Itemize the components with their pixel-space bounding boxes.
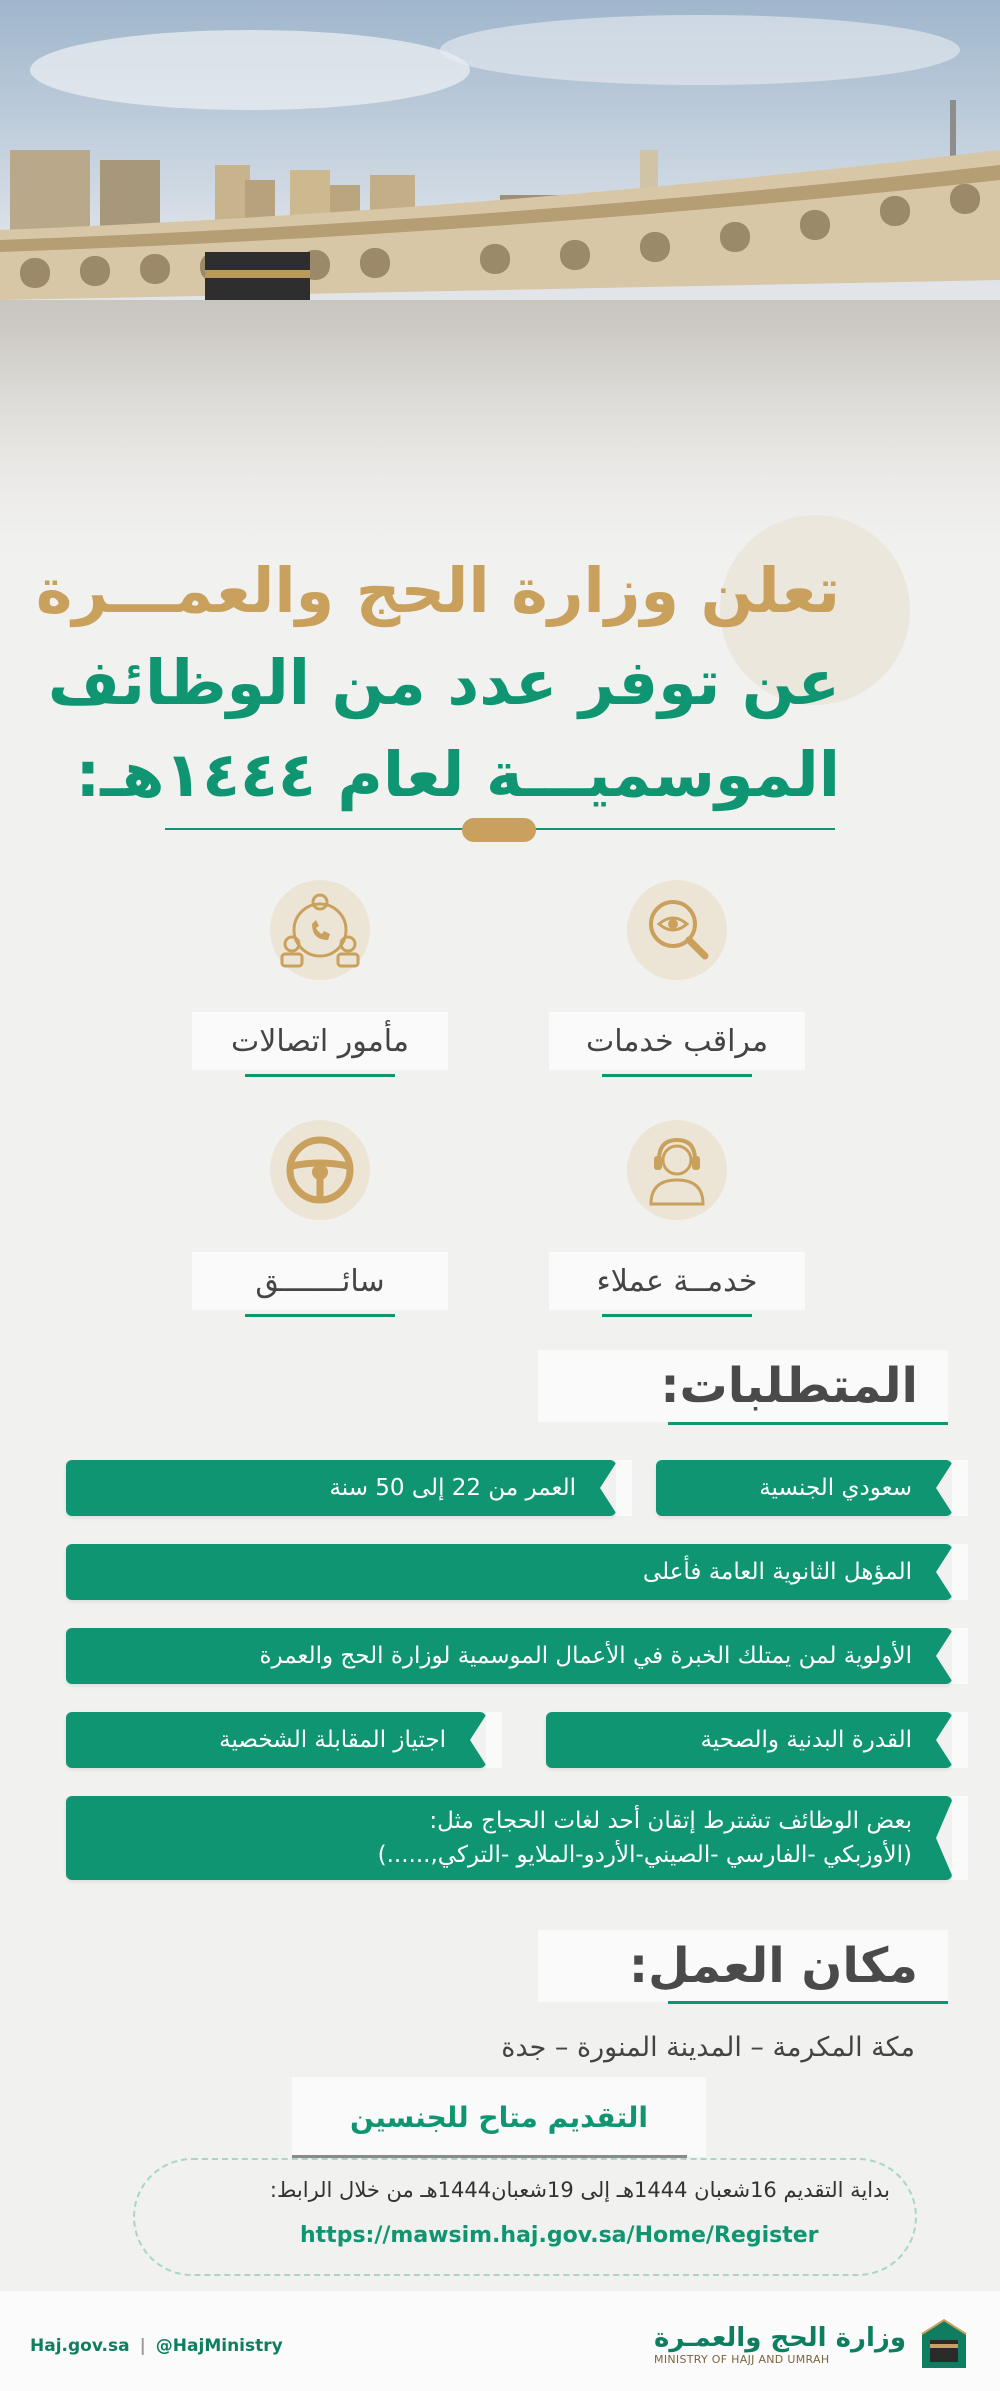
application-info-frame	[133, 2158, 917, 2276]
title-line-1: تعلن وزارة الحج والعمـــرة	[35, 554, 840, 627]
requirement-fitness	[546, 1712, 952, 1768]
requirement-text: بعض الوظائف تشترط إتقان أحد لغات الحجاج مثل:	[429, 1808, 912, 1834]
divider-ornament	[462, 818, 536, 842]
title-line-2: عن توفر عدد من الوظائف	[47, 646, 840, 719]
title-line-3: الموسميـــة لعام ١٤٤٤هـ:	[75, 738, 840, 811]
job-service-monitor	[547, 880, 807, 1077]
job-underline	[602, 1314, 752, 1317]
work-locations: مكة المكرمة – المدينة المنورة – جدة	[501, 2032, 915, 2063]
job-label: سائـــــــق	[192, 1252, 448, 1310]
hero-image	[0, 0, 1000, 560]
announcement-title	[35, 545, 840, 821]
job-communications-officer	[190, 880, 450, 1077]
requirement-age	[66, 1460, 616, 1516]
social-handle[interactable]: @HajMinistry	[155, 2336, 283, 2356]
requirement-text: سعودي الجنسية	[759, 1475, 912, 1501]
footer-contacts	[30, 2336, 283, 2356]
requirements-heading: المتطلبات:	[538, 1350, 948, 1422]
footer	[0, 2291, 1000, 2391]
steering-wheel-icon	[270, 1120, 370, 1220]
requirement-text-languages: (الأوزبكي -الفارسي -الصيني-الأردو-الملايو -التركي,......)	[377, 1842, 912, 1868]
requirement-text: العمر من 22 إلى 50 سنة	[329, 1475, 576, 1501]
application-dates: بداية التقديم 16شعبان 1444هـ إلى 19شعبان1444هـ من خلال الرابط:	[269, 2178, 890, 2202]
headset-agent-icon	[627, 1120, 727, 1220]
requirement-text: المؤهل الثانوية العامة فأعلى	[642, 1559, 912, 1585]
eligibility-box: التقديم متاح للجنسين	[292, 2077, 706, 2157]
workplace-heading-underline	[668, 2001, 948, 2004]
job-driver	[190, 1120, 450, 1317]
requirement-languages	[66, 1796, 952, 1880]
workplace-heading: مكان العمل:	[538, 1930, 948, 2002]
eye-magnifier-icon	[627, 880, 727, 980]
ministry-logo	[654, 2309, 970, 2379]
requirement-text: اجتياز المقابلة الشخصية	[219, 1727, 446, 1753]
requirement-experience	[66, 1628, 952, 1684]
job-underline	[245, 1314, 395, 1317]
job-underline	[602, 1074, 752, 1077]
job-label: مراقب خدمات	[549, 1012, 805, 1070]
requirement-text: القدرة البدنية والصحية	[700, 1727, 912, 1753]
job-customer-service	[547, 1120, 807, 1317]
call-center-icon	[270, 880, 370, 980]
requirements-heading-underline	[668, 1422, 948, 1425]
logo-arabic-name: وزارة الحج والعمـرة	[654, 2322, 906, 2353]
requirement-text: الأولوية لمن يمتلك الخبرة في الأعمال الموسمية لوزارة الحج والعمرة	[259, 1643, 912, 1669]
requirement-nationality	[656, 1460, 952, 1516]
logo-english-name: MINISTRY OF HAJJ AND UMRAH	[654, 2352, 830, 2366]
footer-separator: |	[139, 2336, 146, 2356]
job-label: خدمــة عملاء	[549, 1252, 805, 1310]
website-link[interactable]: Haj.gov.sa	[30, 2336, 130, 2356]
kaaba-logo-icon	[918, 2314, 970, 2374]
requirement-interview	[66, 1712, 486, 1768]
requirement-qualification	[66, 1544, 952, 1600]
job-label: مأمور اتصالات	[192, 1012, 448, 1070]
registration-link[interactable]: https://mawsim.haj.gov.sa/Home/Register	[300, 2223, 819, 2248]
job-underline	[245, 1074, 395, 1077]
